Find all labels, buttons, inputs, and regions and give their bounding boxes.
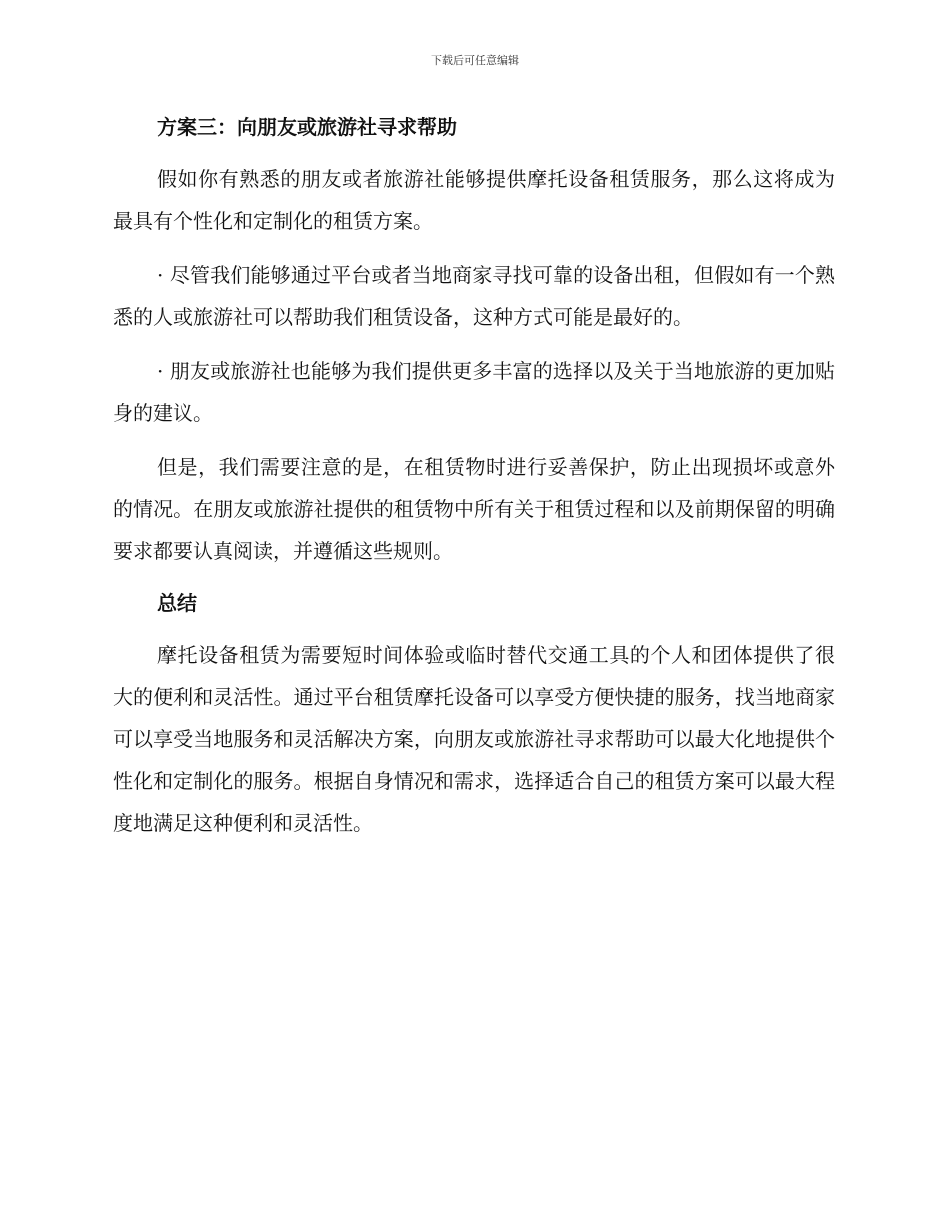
bullet-paragraph-more-choices: · 朋友或旅游社也能够为我们提供更多丰富的选择以及关于当地旅游的更加贴身的建议。 (113, 359, 835, 425)
paragraph-caution: 但是，我们需要注意的是，在租赁物时进行妥善保护，防止出现损坏或意外的情况。在朋友或旅游社提供的租赁物中所有关于租赁过程和以及前期保留的明确要求都要认真阅读，并遵循这些规则。 (113, 455, 835, 563)
bullet-paragraph-familiar-person: · 尽管我们能够通过平台或者当地商家寻找可靠的设备出租，但假如有一个熟悉的人或旅游社可以帮助我们租赁设备，这种方式可能是最好的。 (113, 263, 835, 329)
paragraph-summary: 摩托设备租赁为需要短时间体验或临时替代交通工具的个人和团体提供了很大的便利和灵活性。通过平台租赁摩托设备可以享受方便快捷的服务，找当地商家可以享受当地服务和灵活解决方案，向朋友或旅游社寻求帮助可以最大化地提供个性化和定制化的服务。根据自身情况和需求，选择适合自己的租赁方案可以最大程度地满足这种便利和灵活性。 (113, 643, 835, 835)
paragraph-plan-three-intro: 假如你有熟悉的朋友或者旅游社能够提供摩托设备租赁服务，那么这将成为最具有个性化和定制化的租赁方案。 (113, 167, 835, 233)
page-header: 下载后可任意编辑 (431, 54, 519, 67)
section-heading-plan-three: 方案三：向朋友或旅游社寻求帮助 (157, 115, 457, 139)
section-heading-summary: 总结 (157, 591, 197, 615)
document-body (113, 106, 835, 844)
